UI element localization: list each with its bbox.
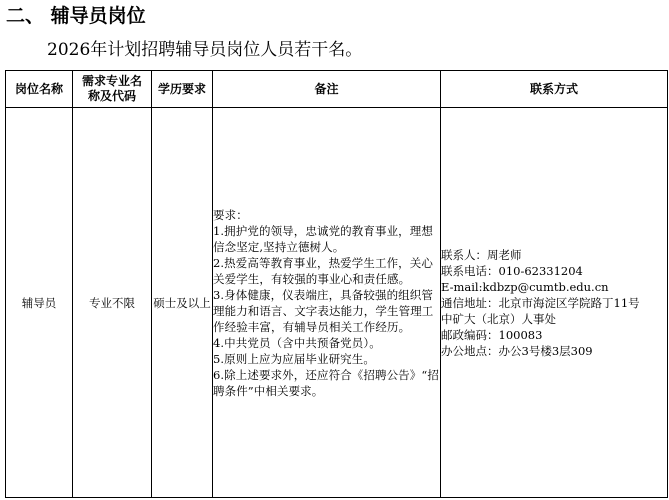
cell-contact — [441, 108, 668, 498]
header-major-label: 需求专业名称及代码 — [81, 74, 142, 103]
section-heading: 二、 辅导员岗位 — [6, 5, 146, 27]
contact-office: 办公地点：办公3号楼3层309 — [441, 343, 593, 358]
remarks-line: 5.原则上应为应届毕业研究生。 — [213, 351, 375, 366]
header-position: 岗位名称 — [6, 71, 73, 108]
contact-address: 通信地址：北京市海淀区学院路丁11号 — [441, 295, 640, 310]
contact-person: 联系人：周老师 — [441, 247, 522, 262]
header-contact: 联系方式 — [441, 71, 668, 108]
cell-education: 硕士及以上 — [152, 108, 213, 498]
position-table — [5, 70, 668, 498]
cell-remarks — [213, 108, 441, 498]
header-major — [73, 71, 152, 108]
contact-phone: 联系电话：010-62331204 — [441, 263, 583, 278]
header-education: 学历要求 — [152, 71, 213, 108]
table-row — [6, 108, 668, 498]
header-remarks: 备注 — [213, 71, 441, 108]
recruitment-intro: 2026年计划招聘辅导员岗位人员若干名。 — [47, 40, 363, 60]
remarks-line: 2.热爱高等教育事业，热爱学生工作，关心关爱学生，有较强的事业心和责任感。 — [213, 255, 433, 286]
remarks-line: 3.身体健康，仪表端庄，具备较强的组织管理能力和语言、文字表达能力，学生管理工作经验丰富，有辅导员相关工作经历。 — [213, 287, 434, 334]
remarks-line: 6.除上述要求外，还应符合《招聘公告》“招聘条件”中相关要求。 — [213, 367, 439, 398]
contact-email: E-mail:kdbzp@cumtb.edu.cn — [441, 279, 609, 294]
table-header-row — [6, 71, 668, 108]
remarks-line: 要求： — [213, 207, 248, 222]
remarks-line: 4.中共党员（含中共预备党员）。 — [213, 335, 381, 350]
contact-postcode: 邮政编码：100083 — [441, 327, 543, 342]
cell-major: 专业不限 — [73, 108, 152, 498]
remarks-line: 1.拥护党的领导，忠诚党的教育事业，理想信念坚定,坚持立德树人。 — [213, 223, 433, 254]
contact-department: 中矿大（北京）人事处 — [441, 311, 556, 326]
cell-position: 辅导员 — [6, 108, 73, 498]
